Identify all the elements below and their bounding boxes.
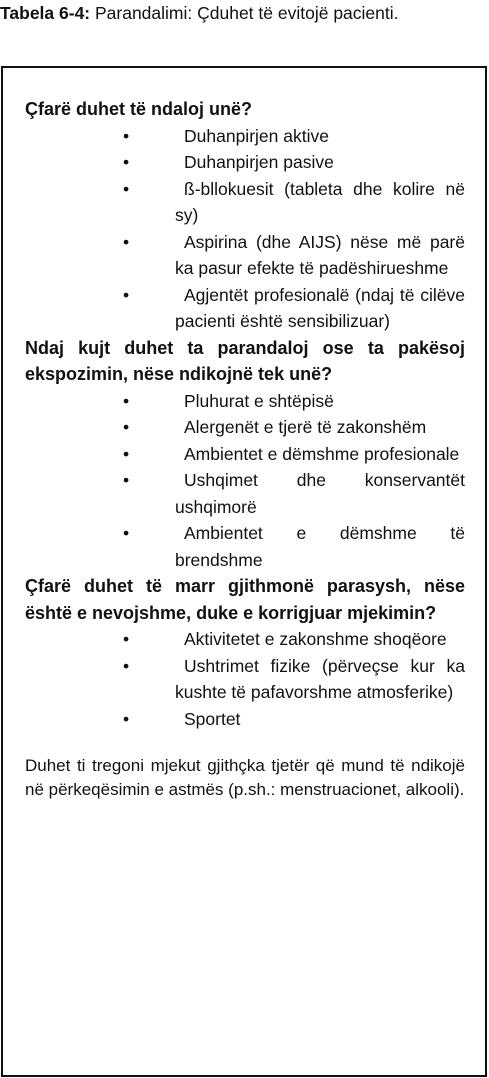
table-caption: [0, 2, 480, 24]
section-heading-avoid: Ndaj kujt duhet ta parandaloj ose ta pakësoj ekspozimin, nëse ndikojnë tek unë?: [25, 337, 465, 384]
list-item: • Duhanpirjen pasive: [25, 149, 465, 176]
bullet-icon: •: [123, 231, 130, 252]
bullet-icon: •: [123, 152, 130, 172]
table-content: [25, 96, 465, 819]
list-item: • Ushtrimet fizike (përveçse kur ka kushte të pafavorshme atmosferike): [25, 653, 465, 706]
bullet-icon: •: [123, 417, 130, 437]
bullet-icon: •: [123, 629, 130, 649]
section-heading-consider: Çfarë duhet të marr gjithmonë parasysh, nëse është e nevojshme, duke e korrigjuar mjekimin?: [25, 576, 465, 623]
section-heading-stop: Çfarë duhet të ndaloj unë?: [25, 99, 253, 119]
list-item: • Aktivitetet e zakonshme shoqëore: [25, 626, 465, 653]
bullet-icon: •: [123, 390, 130, 411]
list-item: • Ushqimet dhe konservantët ushqimorë: [25, 467, 465, 520]
list-item: • Aspirina (dhe AIJS) nëse më parë ka pasur efekte të padëshirueshme: [25, 229, 465, 282]
list-item: • Sportet: [25, 706, 465, 733]
footer-note: Duhet ti tregoni mjekut gjithçka tjetër që mund të ndikojë në përkeqësimin e astmës (p.sh.: menstruacionet, alkooli).: [25, 756, 465, 799]
bullet-icon: •: [123, 284, 130, 305]
bullet-icon: •: [123, 708, 130, 729]
list-item: • ß-bllokuesit (tableta dhe kolire në sy): [25, 176, 465, 229]
list-item: • Agjentët profesionalë (ndaj të cilëve pacienti është sensibilizuar): [25, 282, 465, 335]
section-list-consider: [25, 626, 465, 732]
list-item: • Ambientet e dëmshme të brendshme: [25, 520, 465, 573]
list-item: • Alergenët e tjerë të zakonshëm: [25, 414, 465, 441]
section-list-stop: [25, 123, 465, 335]
bullet-icon: •: [123, 655, 130, 676]
caption-label: Tabela 6-4:: [0, 3, 91, 23]
list-item: • Duhanpirjen aktive: [25, 123, 465, 150]
table-box: [1, 66, 487, 1077]
bullet-icon: •: [123, 125, 130, 146]
list-item: • Pluhurat e shtëpisë: [25, 388, 465, 415]
bullet-icon: •: [123, 470, 130, 490]
list-item: • Ambientet e dëmshme profesionale: [25, 441, 465, 468]
caption-text: Parandalimi: Çduhet të evitojë pacienti.: [90, 3, 399, 23]
bullet-icon: •: [123, 443, 130, 464]
bullet-icon: •: [123, 178, 130, 199]
bullet-icon: •: [123, 523, 130, 543]
section-list-avoid: [25, 388, 465, 574]
